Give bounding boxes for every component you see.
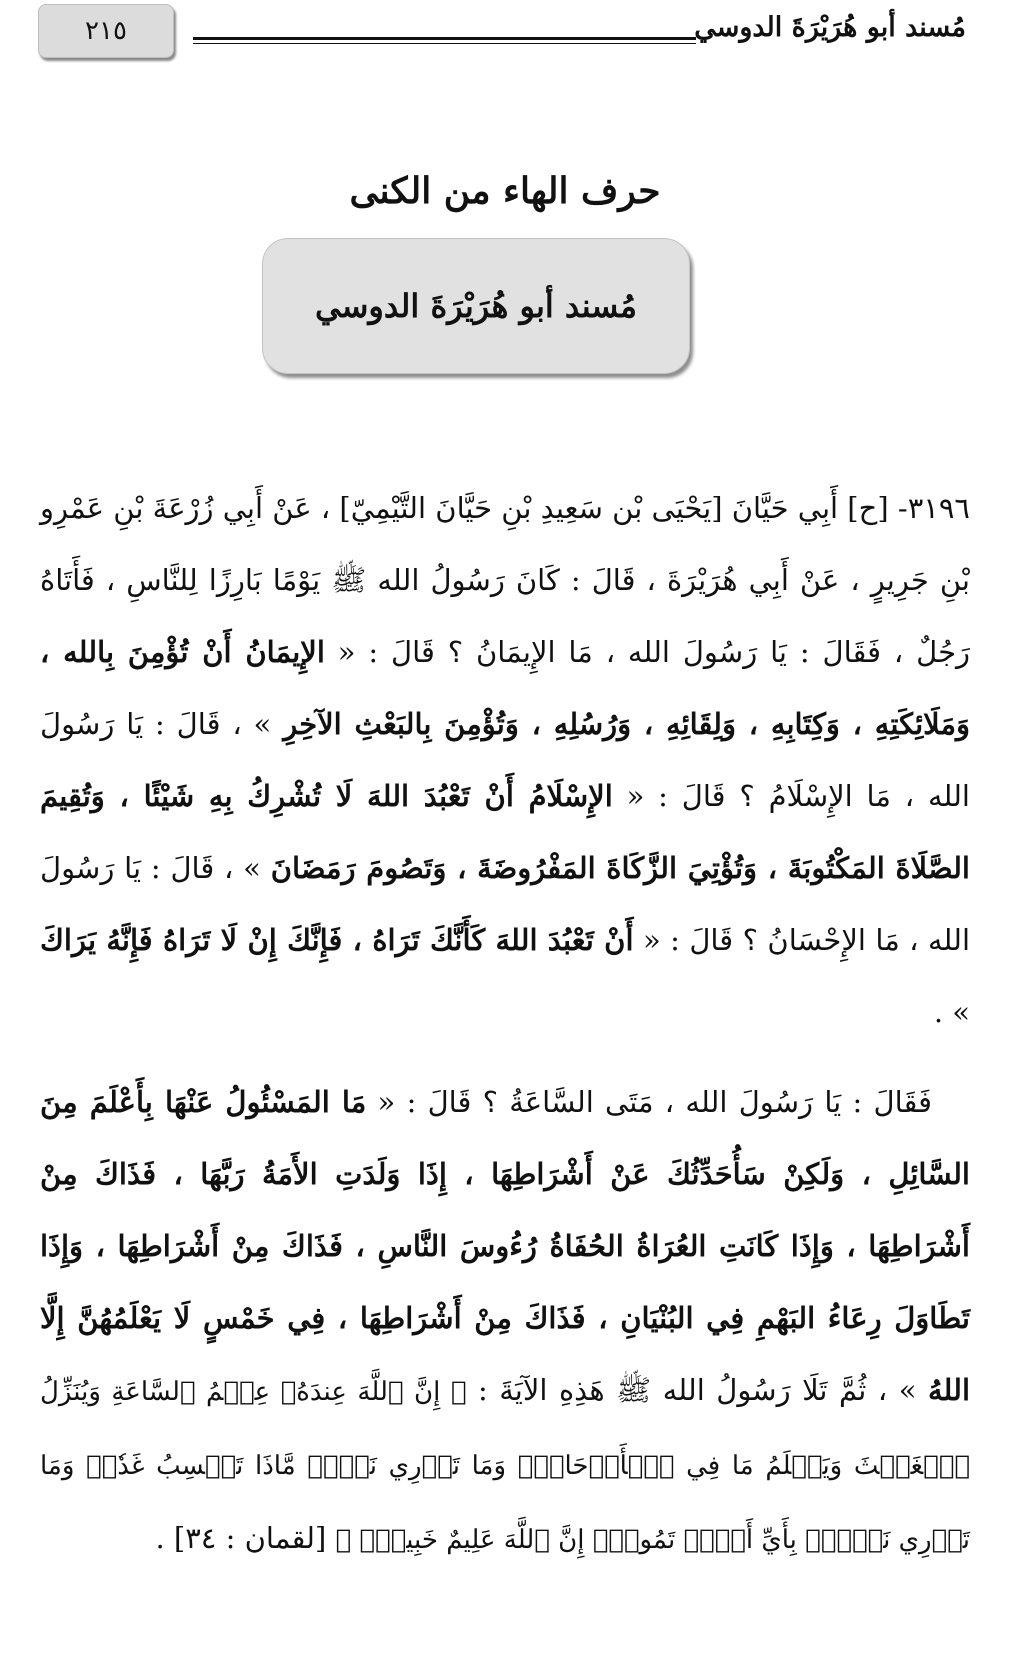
section-title: مُسند أبو هُرَيْرَةَ الدوسي — [314, 287, 638, 325]
hadith-text: » . — [933, 995, 970, 1029]
header-rule — [193, 37, 696, 44]
hadith-text: ٣١٩٦- [ح] أَبِي حَيَّانَ [يَحْيَى بْن سَعِيدِ بْنِ حَيَّانَ التَّيْمِيّ] ، عَنْ أَبِي زُرْعَةَ بْنِ عَمْرِو بْنِ جَرِيرٍ ، عَنْ أَبِي هُرَيْرَةَ ، قَالَ : كَانَ رَسُولُ الله ﷺ يَوْمًا بَارِزًا لِلنَّاسِ ، فَأَتَاهُ رَجُلٌ ، فَقَالَ : يَا رَسُولَ الله ، مَا الإِيمَانُ ؟ قَالَ : « — [39, 491, 971, 669]
chapter-title: حرف الهاء من الكنى — [349, 170, 661, 212]
page-header — [0, 0, 1010, 70]
running-title: مُسند أبو هُرَيْرَةَ الدوسي — [694, 12, 966, 43]
hadith-paragraph-2 — [40, 1066, 970, 1576]
section-title-box — [262, 238, 690, 374]
hadith-text: » ، قَالَ : يَا رَسُولَ الله ، مَا الإِحْسَانُ ؟ قَالَ : « — [40, 851, 971, 957]
prophet-answer-ihsan: أَنْ تَعْبُدَ اللهَ كَأَنَّكَ تَرَاهُ ، فَإِنَّكَ إِنْ لَا تَرَاهُ فَإِنَّهُ يَرَاكَ — [40, 923, 634, 957]
hadith-text: » ، ثُمَّ تَلَا رَسُولُ الله ﷺ هَذِهِ الآيَةَ : — [466, 1373, 928, 1407]
prophet-answer-islam: الإِسْلَامُ أَنْ تَعْبُدَ اللهَ لَا تُشْرِكُ بِهِ شَيْئًا ، وَتُقِيمَ الصَّلَاةَ المَكْتُوبَةَ ، وَتُؤْتِيَ الزَّكَاةَ المَفْرُوضَةَ ، وَتَصُومَ رَمَضَانَ — [40, 779, 970, 885]
hadith-paragraph-1 — [40, 472, 970, 1048]
verse-reference: [لقمان : ٣٤] . — [155, 1521, 336, 1555]
hadith-text: » ، قَالَ : يَا رَسُولَ الله ، مَا الإِسْلَامُ ؟ قَالَ : « — [40, 707, 970, 813]
page-number: ٢١٥ — [85, 16, 127, 46]
prophet-answer-hour: مَا المَسْئُولُ عَنْهَا بِأَعْلَمَ مِنَ السَّائِلِ ، وَلَكِنْ سَأُحَدِّثُكَ عَنْ أَشْرَاطِهَا ، إِذَا وَلَدَتِ الأَمَةُ رَبَّهَا ، فَذَاكَ مِنْ أَشْرَاطِهَا ، وَإِذَا كَانَتِ العُرَاةُ الحُفَاةُ رُءُوسَ النَّاسِ ، فَذَاكَ مِنْ أَشْرَاطِهَا ، وَإِذَا تَطَاوَلَ رِعَاءُ البَهْمِ فِي البُنْيَانِ ، فَذَاكَ مِنْ أَشْرَاطِهَا ، فِي خَمْسٍ لَا يَعْلَمُهُنَّ إِلَّا اللهُ — [40, 1085, 970, 1407]
prophet-answer-iman: الإِيمَانُ أَنْ تُؤْمِنَ بِالله ، وَمَلَائِكَتِهِ ، وَكِتَابِهِ ، وَلِقَائِهِ ، وَرُسُلِهِ ، وَتُؤْمِنَ بِالبَعْثِ الآخِرِ — [40, 635, 971, 741]
hadith-text: فَقَالَ : يَا رَسُولَ الله ، مَتَى السَّاعَةُ ؟ قَالَ : « — [366, 1085, 932, 1119]
hadith-body — [40, 472, 970, 1576]
quran-verse: ﴿ إِنَّ ٱللَّهَ عِندَهُۥ عِلۡمُ ٱلسَّاعَةِ وَيُنَزِّلُ ٱلۡغَيۡثَ وَيَعۡلَمُ مَا فِي ٱلۡأَرۡحَامِۖ وَمَا تَدۡرِي نَفۡسٞ مَّاذَا تَكۡسِبُ غَدٗاۖ وَمَا تَدۡرِي نَفۡسُۢ بِأَيِّ أَرۡضٖ تَمُوتُۚ إِنَّ ٱللَّهَ عَلِيمٌ خَبِيرُۢ ﴾ — [40, 1377, 970, 1555]
page-number-box — [38, 4, 174, 58]
